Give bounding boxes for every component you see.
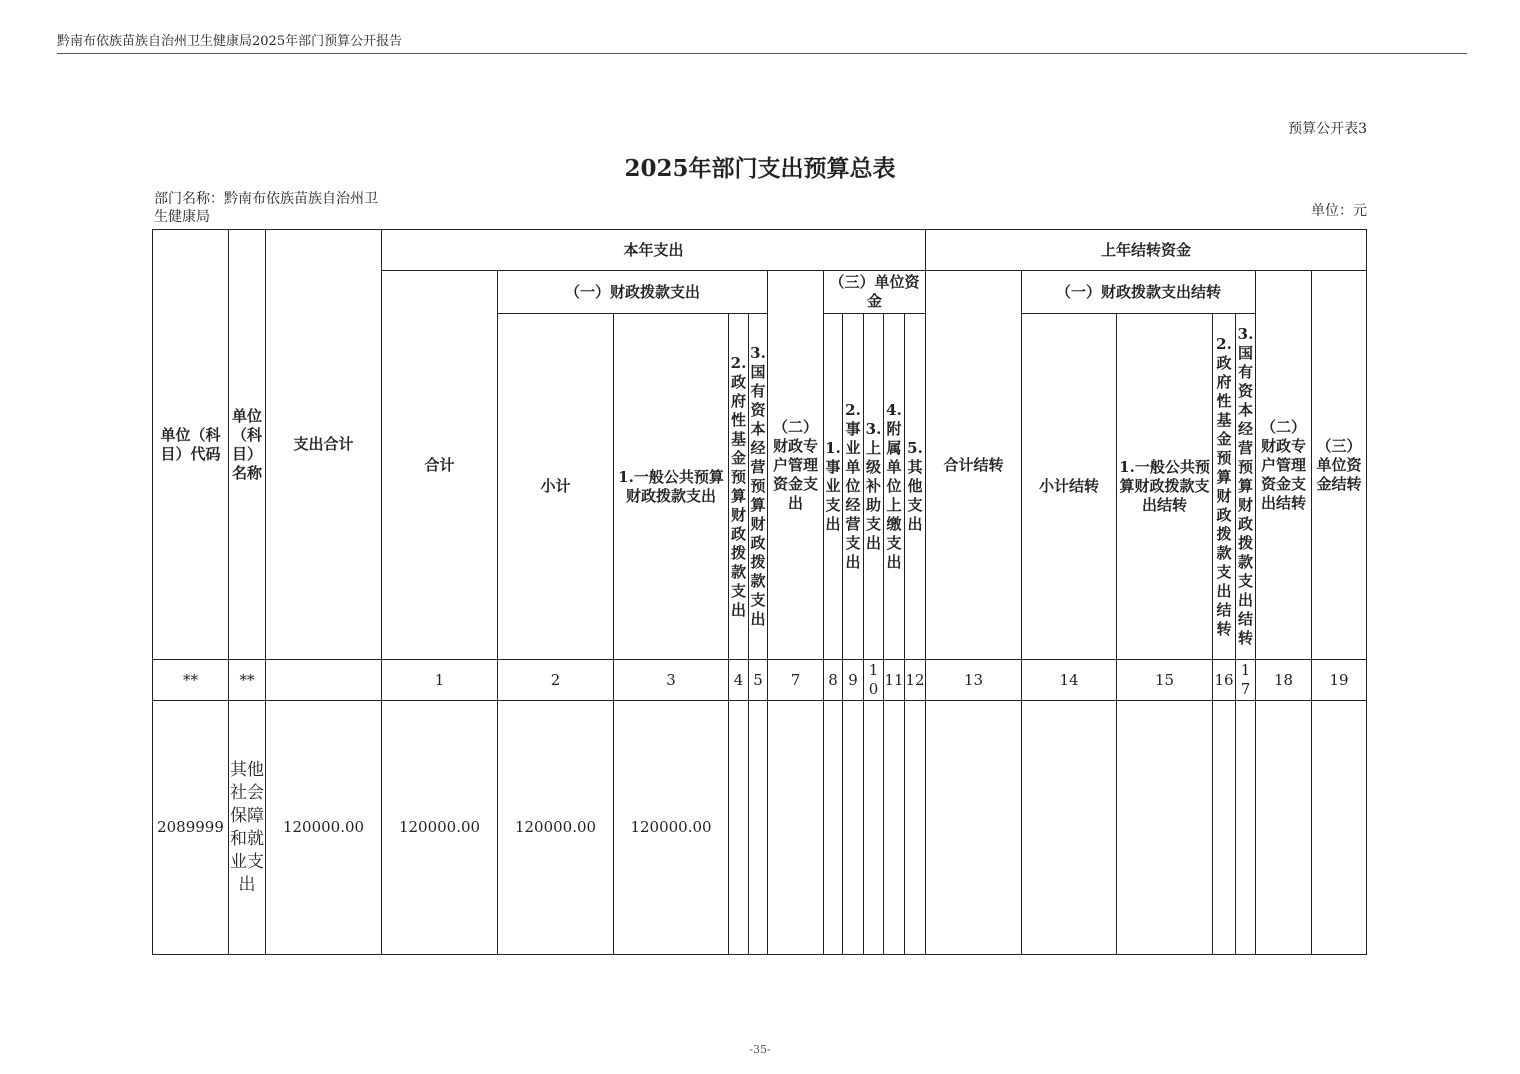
index-cell: 12	[905, 660, 926, 701]
index-cell: 11	[884, 660, 905, 701]
index-cell: 8	[824, 660, 843, 701]
cell-subtotal: 120000.00	[498, 701, 614, 955]
index-cell: 19	[1312, 660, 1367, 701]
col-header-code: 单位（科目）代码	[153, 230, 229, 660]
table-number: 预算公开表3	[1288, 121, 1367, 137]
index-cell: 9	[843, 660, 864, 701]
document-header: 黔南布依族苗族自治州卫生健康局2025年部门预算公开报告	[57, 34, 403, 49]
cell-empty	[824, 701, 843, 955]
page-number: -35-	[749, 1043, 771, 1056]
cell-empty	[864, 701, 884, 955]
cell-empty	[1256, 701, 1312, 955]
index-cell: 15	[1117, 660, 1213, 701]
col-header-general: 1.一般公共预算财政拨款支出	[614, 314, 729, 660]
col-header-carry-subtotal: 小计结转	[1022, 314, 1117, 660]
cell-empty	[749, 701, 768, 955]
index-cell: 7	[768, 660, 824, 701]
col-header-state-capital: 3.国有资本经营预算财政拨款支出	[749, 314, 768, 660]
unit-label: 单位：元	[1311, 203, 1367, 219]
col-header-carry-state-capital: 3.国有资本经营预算财政拨款支出结转	[1236, 314, 1256, 660]
index-cell: 17	[1236, 660, 1256, 701]
page-title: 2025年部门支出预算总表	[624, 155, 896, 182]
col-header-name: 单位（科目）名称	[229, 230, 266, 660]
group-header-carry-fiscal: （一）财政拨款支出结转	[1022, 271, 1256, 314]
group-header-fiscal: （一）财政拨款支出	[498, 271, 768, 314]
index-cell: **	[153, 660, 229, 701]
cell-empty	[1117, 701, 1213, 955]
group-header-carryover: 上年结转资金	[926, 230, 1367, 271]
cell-code: 2089999	[153, 701, 229, 955]
cell-empty	[1213, 701, 1236, 955]
cell-total: 120000.00	[266, 701, 382, 955]
index-cell: 14	[1022, 660, 1117, 701]
col-header-carry-sum: 合计结转	[926, 271, 1022, 660]
col-header-total: 支出合计	[266, 230, 382, 660]
col-header-carry-gov-fund: 2.政府性基金预算财政拨款支出结转	[1213, 314, 1236, 660]
index-cell: **	[229, 660, 266, 701]
col-header-carry-general: 1.一般公共预算财政拨款支出结转	[1117, 314, 1213, 660]
cell-empty	[768, 701, 824, 955]
group-header-unit-funds: （三）单位资金	[824, 271, 926, 314]
col-header-carry-unit: （三）单位资金结转	[1312, 271, 1367, 660]
department-name: 部门名称：黔南布依族苗族自治州卫生健康局	[154, 191, 378, 225]
cell-empty	[729, 701, 749, 955]
cell-name: 其他社会保障和就业支出	[229, 701, 266, 955]
index-cell: 4	[729, 660, 749, 701]
cell-empty	[1312, 701, 1367, 955]
col-header-carry-special: （二）财政专户管理资金支出结转	[1256, 271, 1312, 660]
index-cell: 10	[864, 660, 884, 701]
col-header-unit-1: 1.事业支出	[824, 314, 843, 660]
cell-general: 120000.00	[614, 701, 729, 955]
cell-empty	[843, 701, 864, 955]
table-row	[153, 701, 1367, 955]
index-cell: 5	[749, 660, 768, 701]
index-cell: 3	[614, 660, 729, 701]
cell-empty	[1236, 701, 1256, 955]
header-rule	[57, 53, 1467, 54]
col-header-unit-5: 5.其他支出	[905, 314, 926, 660]
col-header-special: （二）财政专户管理资金支出	[768, 271, 824, 660]
index-cell: 13	[926, 660, 1022, 701]
index-cell: 18	[1256, 660, 1312, 701]
cell-empty	[926, 701, 1022, 955]
col-header-unit-3: 3.上级补助支出	[864, 314, 884, 660]
cell-empty	[905, 701, 926, 955]
col-header-unit-2: 2.事业单位经营支出	[843, 314, 864, 660]
col-header-current-sum: 合计	[382, 271, 498, 660]
col-header-unit-4: 4.附属单位上缴支出	[884, 314, 905, 660]
index-cell: 2	[498, 660, 614, 701]
cell-current-sum: 120000.00	[382, 701, 498, 955]
index-cell	[266, 660, 382, 701]
cell-empty	[884, 701, 905, 955]
index-row	[153, 660, 1367, 701]
col-header-gov-fund: 2.政府性基金预算财政拨款支出	[729, 314, 749, 660]
index-cell: 1	[382, 660, 498, 701]
group-header-current-year: 本年支出	[382, 230, 926, 271]
budget-table	[152, 229, 1367, 955]
index-cell: 16	[1213, 660, 1236, 701]
cell-empty	[1022, 701, 1117, 955]
col-header-subtotal: 小计	[498, 314, 614, 660]
